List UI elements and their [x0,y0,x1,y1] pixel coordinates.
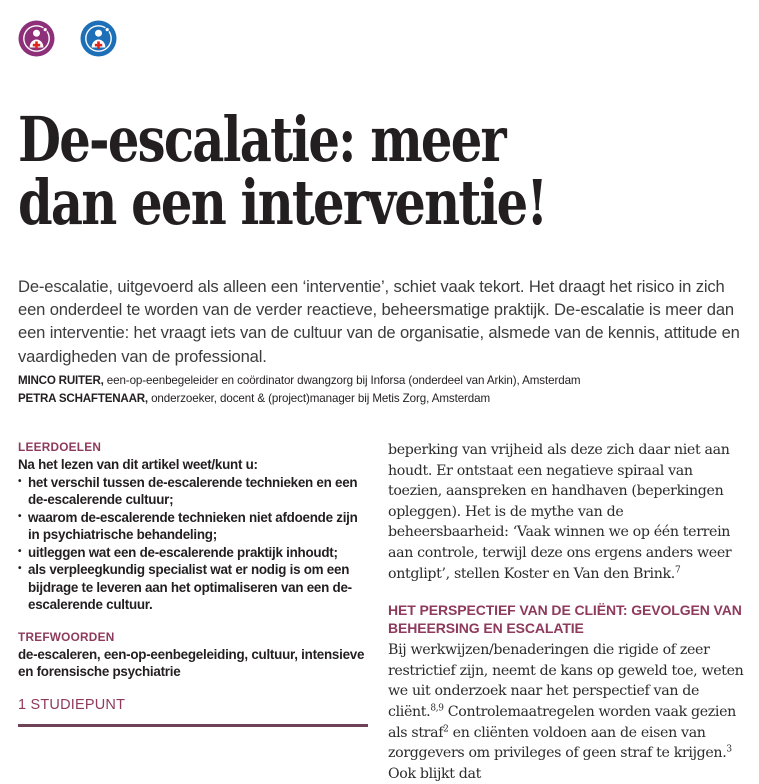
list-item: • het verschil tussen de-escalerende technieken en een de-escalerende cultuur; [18,474,368,509]
footnote-marker: 2 [443,723,449,734]
author-line [18,390,742,408]
author-role: een-op-eenbegeleider en coördinator dwangzorg bij Inforsa (onderdeel van Arkin), Amsterdam [103,374,581,387]
intro-paragraph: De-escalatie, uitgevoerd als alleen een ‘interventie’, schiet vaak tekort. Het draagt het risico in zich een onderdeel te worden van de verder reactieve, beheersmatige praktijk. De-escalatie is meer dan een interventie: het vraagt iets van de cultuur van de organisatie, alsmede van de kennis, attitude en vaardigheden van de professional. [18,276,740,366]
body-paragraph [388,440,744,584]
learning-goals-kicker: LEERDOELEN [18,440,102,454]
body-text: Controlemaatregelen worden vaak gezien als straf [388,703,736,741]
right-column [388,440,744,784]
logo-row [18,20,117,57]
spacer [18,614,368,630]
page-title-line-2: dan een interventie! [18,165,547,239]
body-text: Ook blijkt dat [388,765,481,782]
keywords-block [18,630,368,681]
keywords-kicker: TREFWOORDEN [18,629,115,644]
page-title [18,102,602,239]
keywords-body: de-escaleren, een-op-eenbegeleiding, cultuur, intensieve en forensische psychiatrie [18,646,365,679]
learning-goals-lead-in: Na het lezen van dit artikel weet/kunt u: [18,457,258,472]
page-title-line-1: De-escalatie: meer [18,102,505,176]
body-text: Bij werkwijzen/benaderingen die rigide of zeer restrictief zijn, neemt de kans op geweld toe, weten we uit onderzoek naar het perspectief van de cliënt. [388,642,744,720]
list-item: • als verpleegkundig specialist wat er nodig is om een bijdrage te leveren aan het optimaliseren van een de-escalerende cultuur. [18,561,368,614]
body-text: en cliënten voldoen aan de eisen van zorggevers om privileges of geen straf te krijgen. [388,724,727,762]
section-divider [18,724,368,727]
author-line [18,372,742,390]
section-heading: HET PERSPECTIEF VAN DE CLIËNT: GEVOLGEN VAN BEHEERSING EN ESCALATIE [388,602,742,636]
author-name: MINCO RUITER, [18,374,104,387]
list-item: • waarom de-escalerende technieken niet afdoende zijn in psychiatrische behandeling; [18,509,368,544]
nursing-association-logo [80,20,117,57]
body-text: beperking van vrijheid als deze zich daar niet aan houdt. Er ontstaat een negatieve spiraal van toezien, aanspreken en handhaven (beperkingen opleggen). Het is de mythe van de beheersbaarheid: ‘Vaak winnen we op één terrein aan controle, terwijl deze ons ergens anders weer ontglipt’, stellen Koster en Van den Brink. [388,442,732,582]
footnote-marker: 7 [674,564,681,575]
footnote-marker: 3 [726,744,732,755]
author-role: onderzoeker, docent & (project)manager bij Metis Zorg, Amsterdam [147,392,491,405]
spacer [18,681,368,697]
learning-goals-block [18,440,368,614]
study-credit: 1 STUDIEPUNT [18,696,126,713]
list-item: • uitleggen wat een de-escalerende praktijk inhoudt; [18,544,368,562]
byline [18,372,742,408]
body-paragraph [388,640,744,784]
learning-goals-list [18,474,368,614]
author-name: PETRA SCHAFTENAAR, [18,392,148,405]
left-column [18,440,368,727]
verpleegkundigen-verzorgenden-logo [18,20,55,57]
footnote-marker: 8,9 [430,703,444,714]
